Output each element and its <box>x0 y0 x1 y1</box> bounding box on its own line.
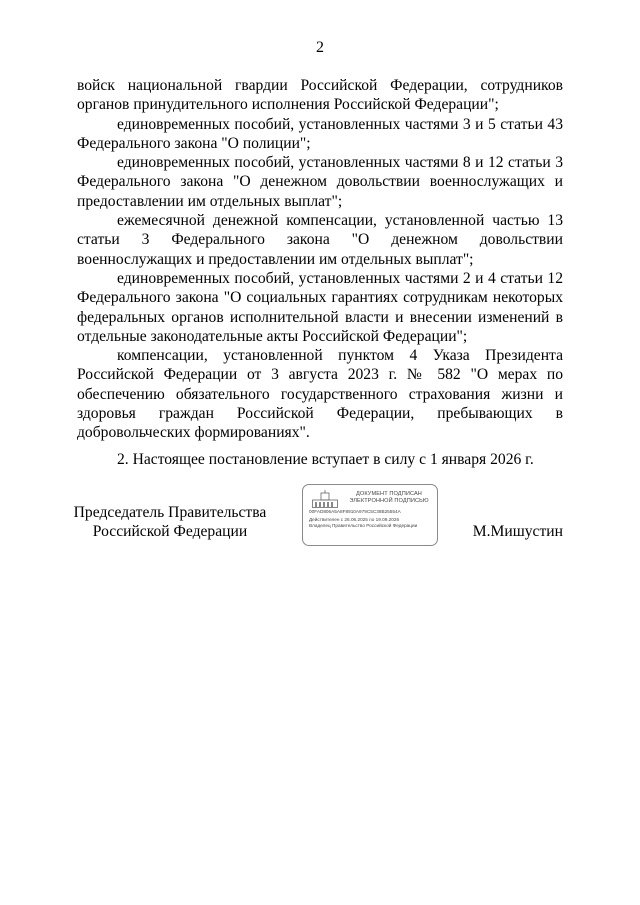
stamp-title <box>343 491 435 504</box>
paragraph-4: ежемесячной денежной компенсации, установленной частью 13 статьи 3 Федерального закона "О денежном довольствии военнослужащих и предоставлении им отдельных выплат"; <box>77 212 563 268</box>
paragraph-5: единовременных пособий, установленных частями 2 и 4 статьи 12 Федерального закона "О социальных гарантиях сотрудникам некоторых федеральных органов исполнительной власти и внесении изменений в отдельные законодательные акты Российской Федерации"; <box>77 269 563 345</box>
electronic-signature-stamp <box>302 484 438 546</box>
paragraph-3: единовременных пособий, установленных частями 8 и 12 статьи 3 Федерального закона "О денежном довольствии военнослужащих и предоставлении им отдельных выплат"; <box>77 154 563 210</box>
stamp-validity: Действителен с 26.06.2025 по 19.09.2026 <box>309 517 400 522</box>
stamp-title-line2: ЭЛЕКТРОННОЙ ПОДПИСЬЮ <box>349 497 429 504</box>
signer-name: М.Мишустин <box>472 523 563 540</box>
paragraph-1: войск национальной гвардии Российской Федерации, сотрудников органов принудительного исполнения Российской Федерации"; <box>77 77 563 114</box>
document-body <box>77 76 563 469</box>
paragraph-2: единовременных пособий, установленных частями 3 и 5 статьи 43 Федерального закона "О полиции"; <box>77 115 563 152</box>
paragraph-6: компенсации, установленной пунктом 4 Указа Президента Российской Федерации от 3 августа 2023 г. № 582 "О мерах по обеспечению обязательного государственного страхования жизни и здоровья граждан Российской Федерации, пребывающих в добровольческих формированиях". <box>77 347 563 442</box>
signer-position-line1: Председатель Правительства <box>73 504 267 521</box>
stamp-certificate: 00FAD806A5A8F8910A979C5C38B25554A <box>309 509 401 514</box>
stamp-title-line1: ДОКУМЕНТ ПОДПИСАН <box>356 491 422 497</box>
stamp-owner: Владелец Правительство Российской Федерации <box>309 523 418 528</box>
signer-position <box>70 503 270 542</box>
paragraph-7: 2. Настоящее постановление вступает в силу с 1 января 2026 г. <box>117 450 534 468</box>
signer-position-line2: Российской Федерации <box>92 523 248 541</box>
emblem-icon <box>312 490 338 508</box>
page-number: 2 <box>316 39 324 56</box>
